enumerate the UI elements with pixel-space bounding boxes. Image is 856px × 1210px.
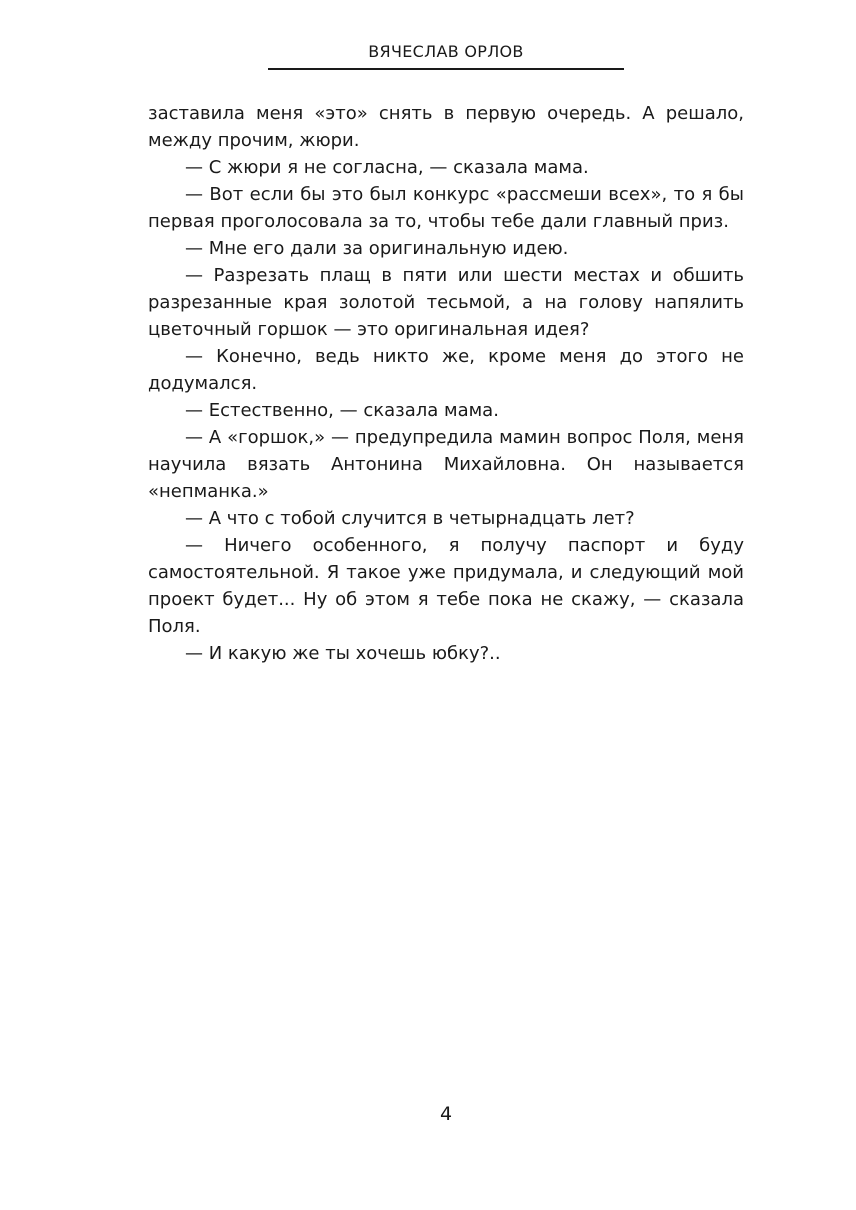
paragraph: — Ничего особенного, я получу паспорт и буду самостоятельной. Я такое уже придумала, и следующий мой проект будет... Ну об этом я тебе пока не скажу, — сказала Поля. [148, 535, 744, 637]
paragraph: — А что с тобой случится в четырнадцать лет? [185, 508, 635, 529]
paragraph: — И какую же ты хочешь юбку?.. [185, 643, 501, 664]
paragraph: — Мне его дали за оригинальную идею. [185, 238, 569, 259]
paragraph: заставила меня «это» снять в первую очередь. А решало, между прочим, жюри. [148, 103, 744, 151]
paragraph: — А «горшок,» — предупредила мамин вопрос Поля, меня научила вязать Антонина Михайловна. Он называется «непманка.» [148, 427, 744, 502]
paragraph: — Естественно, — сказала мама. [185, 400, 499, 421]
page-number: 4 [439, 1103, 453, 1125]
running-header: ВЯЧЕСЛАВ ОРЛОВ [368, 42, 524, 61]
body-text [148, 100, 744, 667]
paragraph: — Вот если бы это был конкурс «рассмеши всех», то я бы первая проголосовала за то, чтобы тебе дали главный приз. [148, 184, 744, 232]
paragraph: — С жюри я не согласна, — сказала мама. [185, 157, 589, 178]
header-rule [268, 68, 624, 70]
paragraph: — Разрезать плащ в пяти или шести местах и обшить разрезанные края золотой тесьмой, а на голову напялить цветочный горшок — это оригинальная идея? [148, 265, 744, 340]
paragraph: — Конечно, ведь никто же, кроме меня до этого не додумался. [148, 346, 744, 394]
